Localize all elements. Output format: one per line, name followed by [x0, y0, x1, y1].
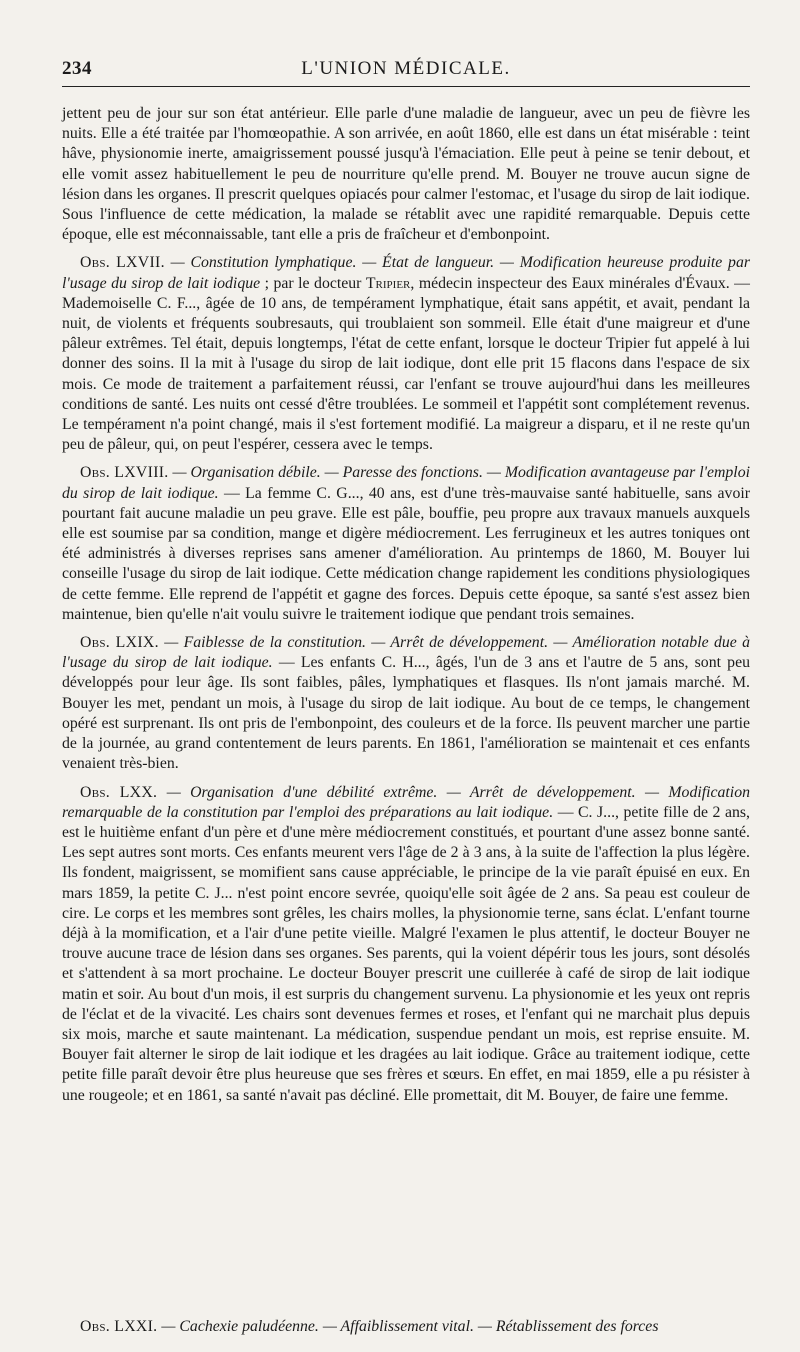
observation-68: [62, 463, 750, 625]
page-number: 234: [62, 58, 92, 79]
observation-title: — Organisation débile. — Paresse des fonctions. — Modification avantageuse par l'emploi du sirop de lait iodique.: [62, 464, 750, 502]
observation-70: [62, 783, 750, 1106]
observation-text-before-name: ; par le docteur: [260, 274, 366, 292]
observation-title: — Organisation d'une débilité extrême. — Arrêt de développement. — Modification remarquable de la constitution par l'emploi des préparations au lait iodique.: [62, 783, 750, 821]
observation-label: Obs. LXVII.: [80, 254, 165, 272]
observation-label: Obs. LXXI.: [80, 1318, 158, 1335]
observation-71-heading: [62, 1317, 750, 1337]
page-header: [62, 56, 750, 87]
observation-label: Obs. LXVIII.: [80, 464, 169, 482]
observation-title: — Constitution lymphatique. — État de langueur. — Modification heureuse produite par l'usage du sirop de lait iodique: [62, 254, 751, 292]
article-body: [62, 104, 750, 1114]
observation-text: — C. J..., petite fille de 2 ans, est le huitième enfant d'un père et d'une mère médiocrement constitués, et pourtant d'une assez bonne santé. Les sept autres sont morts. Ces enfants meurent vers l'âge de 2 à 3 ans, à la suite de l'affection la plus légère. Ils fondent, maigrissent, se momifient sans cause appréciable, le principe de la vie paraît épuisé en eux. En mars 1859, la petite C. J... n'est point encore sevrée, quoiqu'elle soit âgée de 2 ans. Sa peau est couleur de cire. Le corps et les membres sont grêles, les chairs molles, la physionomie terne, sans éclat. L'enfant tourne déjà à la momification, et a l'air d'une petite vieille. Malgré l'examen le plus attentif, le docteur Bouyer ne trouve aucune trace de lésion dans ses organes. Ses parents, qui la voient dépérir tous les jours, sont désolés et s'attendent à sa mort prochaine. Le docteur Bouyer prescrit une cuillerée à café de sirop de lait iodique matin et soir. Au bout d'un mois, il est surpris du changement survenu. La physionomie et les yeux ont repris de l'éclat et de la vivacité. Les chairs sont devenues fermes et roses, et l'enfant qui ne marchait plus depuis six mois, marche et saute maintenant. La médication, suspendue pendant un mois, est reprise ensuite. M. Bouyer fait alterner le sirop de lait iodique et les dragées au lait iodique. Grâce au traitement iodique, cette petite fille paraît devoir être plus heureuse que ses frères et sœurs. En effet, en mai 1859, elle a pu résister à une rougeole; et en 1861, sa santé n'avait pas décliné. Elle promettait, dit M. Bouyer, de faire une femme.: [62, 803, 750, 1104]
observation-text: — Les enfants C. H..., âgés, l'un de 3 ans et l'autre de 5 ans, sont peu développés pour leur âge. Ils sont faibles, pâles, lymphatiques et flasques. Ils n'ont jamais marché. M. Bouyer les met, pendant un mois, à l'usage du sirop de lait iodique. Au bout de ce temps, le changement opéré est surprenant. Ils ont pris de l'embonpoint, des couleurs et de la force. Ils peuvent marcher une partie de la journée, au grand contentement de leurs parents. En 1861, l'amélioration se maintenait et ces enfants venaient très-bien.: [62, 654, 750, 773]
running-title: L'UNION MÉDICALE.: [301, 58, 511, 79]
observation-text: — La femme C. G..., 40 ans, est d'une très-mauvaise santé habituelle, sans avoir pourtant fait aucune maladie un peu grave. Elle est pâle, bouffie, peu propre aux travaux manuels auxquels elle est soumise par sa condition, mange et digère médiocrement. Les ferrugineux et les autres toniques ont été administrés à diverses reprises sans amener d'amélioration. Au printemps de 1860, M. Bouyer lui conseille l'usage du sirop de lait iodique. Cette médication change rapidement les conditions physiologiques de cette femme. Elle reprend de l'appétit et gagne des forces. Depuis cette époque, sa santé s'est assez bien maintenue, bien qu'elle n'ait voulu suivre le traitement iodique que pendant trois semaines.: [62, 484, 751, 623]
observation-label: Obs. LXX.: [80, 783, 158, 801]
observation-text: , médecin inspecteur des Eaux minérales d'Évaux. — Mademoiselle C. F..., âgée de 10 ans, de tempérament lymphatique, était sans appétit, et avait, pendant la nuit, de violents et fréquents soubresauts, qui troublaient son sommeil. Elle était d'une maigreur et d'une pâleur extrêmes. Tel était, depuis longtemps, l'état de cette enfant, lorsque le docteur Tripier fut appelé à lui donner des soins. Il la mit à l'usage du sirop de lait iodique, dont elle prit 15 flacons dans l'espace de six mois. Ce mode de traitement a parfaitement réussi, car l'enfant se trouve aujourd'hui dans les meilleures conditions de santé. Les nuits ont cessé d'être troublées. Le sommeil et l'appétit sont complétement revenus. Le tempérament n'a point changé, mais il s'est fortement modifié. La maigreur a disparu, et il ne reste qu'un peu de pâleur, qui, on peut l'espérer, cessera avec le temps.: [62, 274, 750, 454]
author-name: Tripier: [365, 274, 411, 292]
paragraph-continuation: [62, 104, 750, 245]
observation-67: [62, 253, 750, 455]
observation-title: — Faiblesse de la constitution. — Arrêt de développement. — Amélioration notable due à l'usage du sirop de lait iodique.: [62, 634, 751, 672]
observation-label: Obs. LXIX.: [80, 634, 159, 652]
paragraph-text: jettent peu de jour sur son état antérieur. Elle parle d'une maladie de langueur, avec un peu de fièvre les nuits. Elle a été traitée par l'homœopathie. A son arrivée, en août 1860, elle est dans un état misérable : teint hâve, physionomie inerte, amaigrissement poussé jusqu'à l'émaciation. Elle peut à peine se tenir debout, et elle vomit assez habituellement le peu de nourriture qu'elle prend. M. Bouyer ne trouve aucun signe de lésion dans les organes. Il prescrit quelques opiacés pour calmer l'estomac, et l'usage du sirop de lait iodique. Sous l'influence de cette médication, la malade se rétablit avec une rapidité remarquable. Depuis cette époque, elle est méconnaissable, tant elle a pris de fraîcheur et d'embonpoint.: [62, 105, 750, 244]
observation-69: [62, 633, 750, 774]
observation-title: — Cachexie paludéenne. — Affaiblissement vital. — Rétablissement des forces: [161, 1318, 659, 1335]
